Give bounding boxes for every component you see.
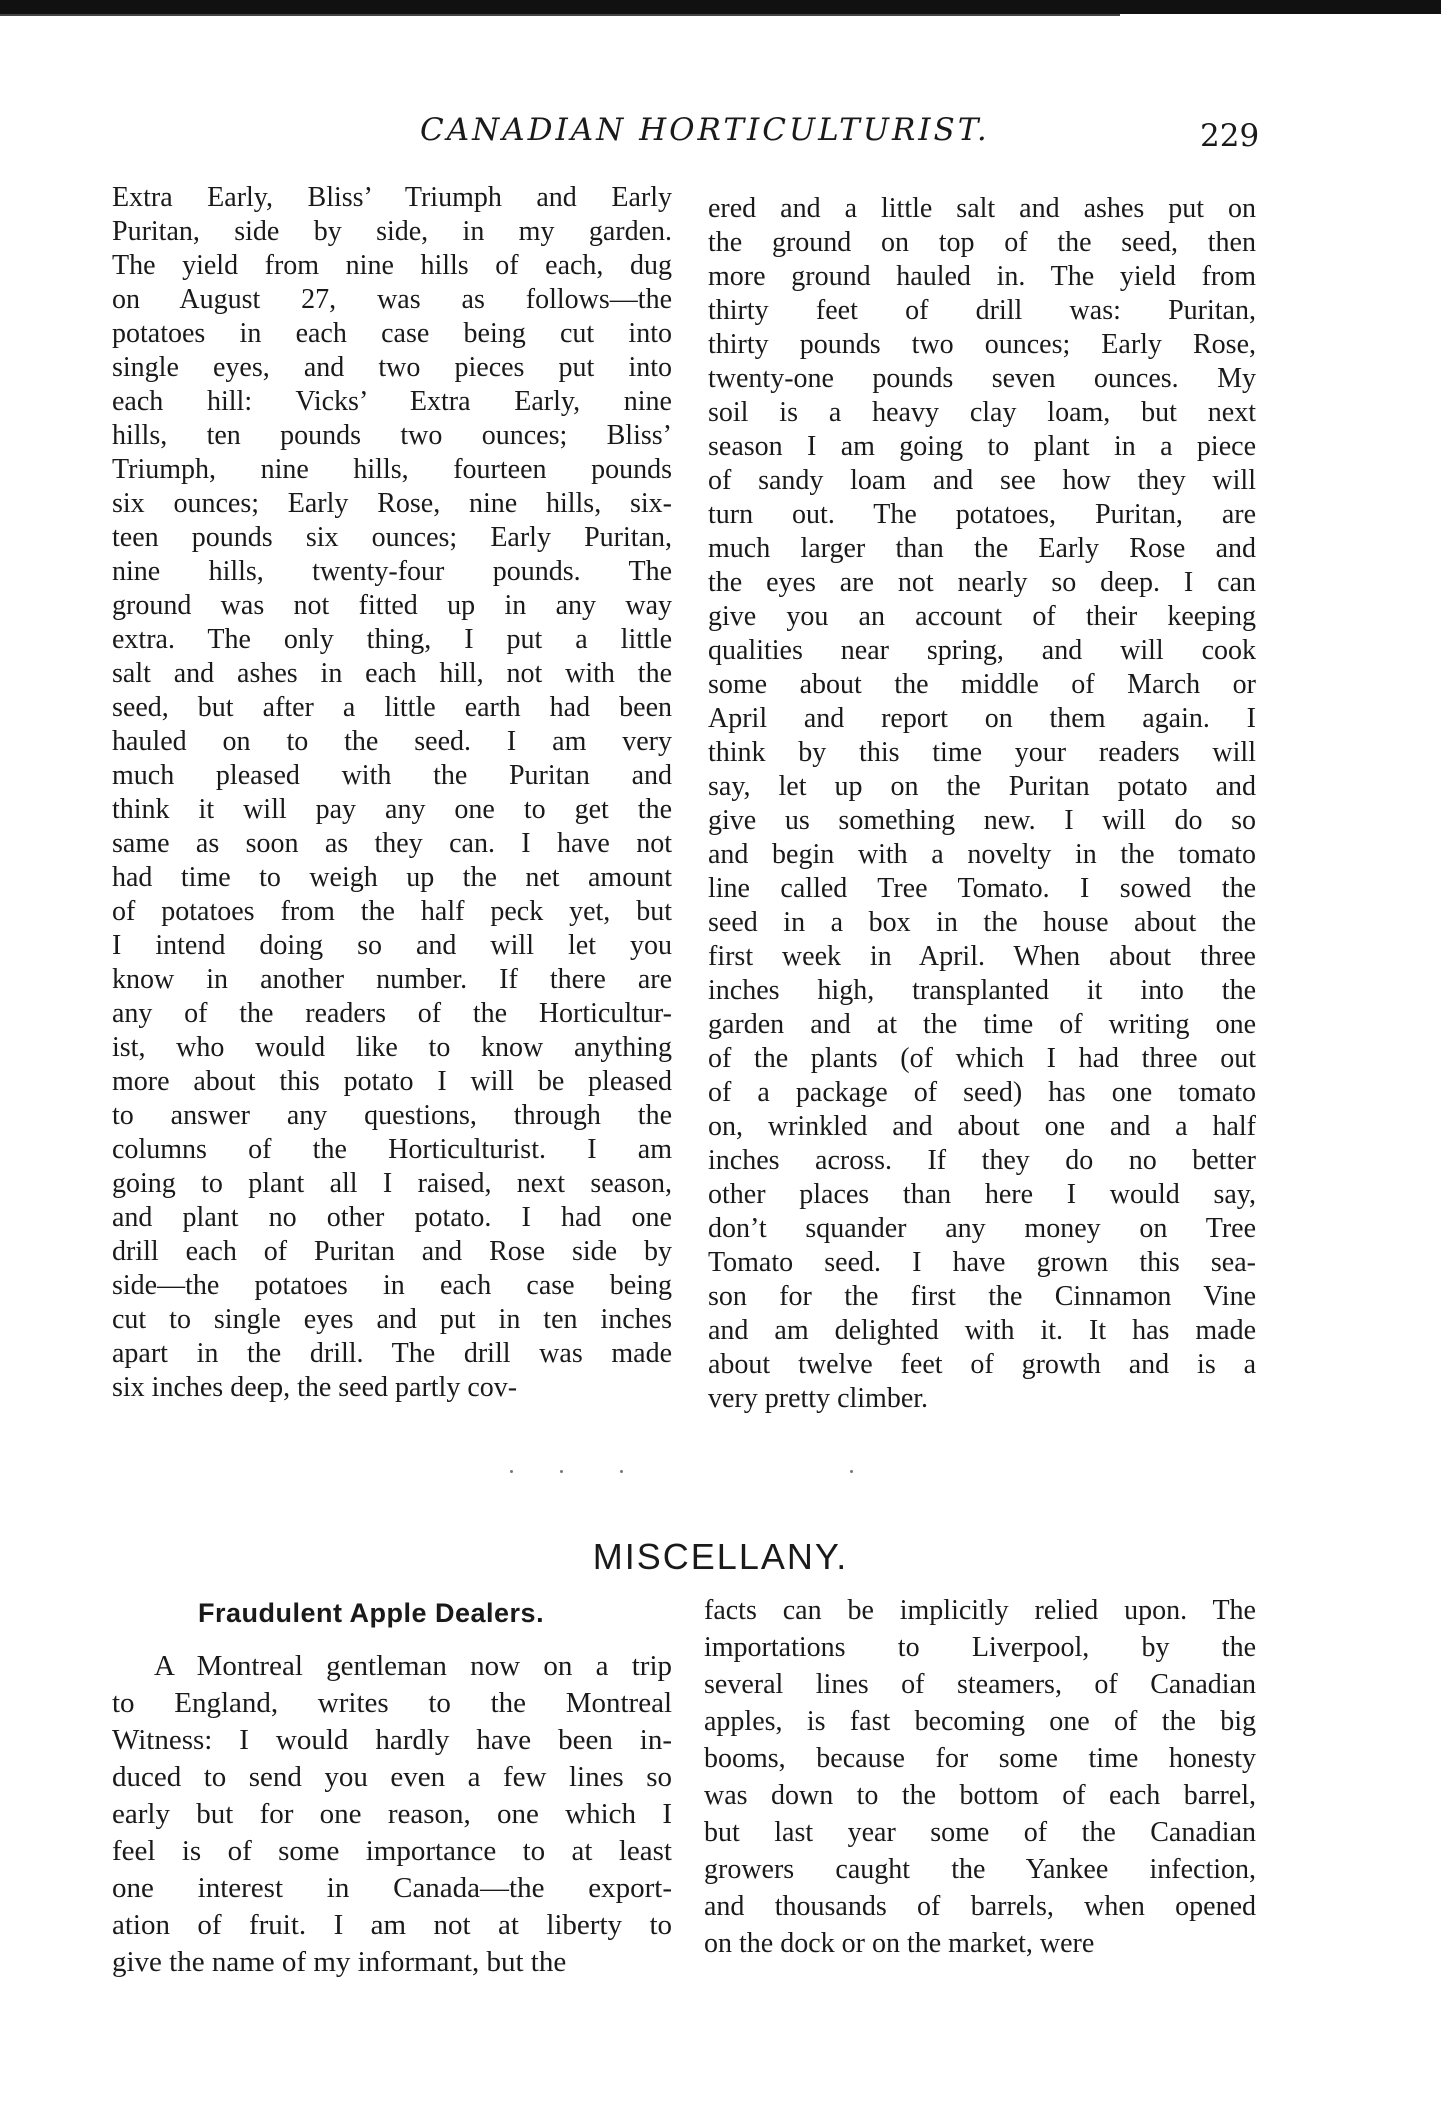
text-line: early but for one reason, one which I	[112, 1798, 672, 1830]
text-line: to answer any questions, through the	[112, 1100, 672, 1131]
text-line: first week in April. When about three	[708, 941, 1256, 972]
text-line: going to plant all I raised, next season,	[112, 1168, 672, 1199]
text-line: ground was not fitted up in any way	[112, 590, 672, 621]
text-line: more ground hauled in. The yield from	[708, 261, 1256, 292]
text-line: April and report on them again. I	[708, 703, 1256, 734]
right-column-bottom	[704, 1592, 1256, 1962]
article-title: Fraudulent Apple Dealers.	[198, 1598, 545, 1628]
text-line: inches high, transplanted it into the	[708, 975, 1256, 1006]
text-line: Extra Early, Bliss’ Triumph and Early	[112, 182, 672, 213]
text-line: several lines of steamers, of Canadian	[704, 1669, 1256, 1700]
text-line: thirty feet of drill was: Puritan,	[708, 295, 1256, 326]
text-line: booms, because for some time honesty	[704, 1743, 1256, 1774]
text-line: was down to the bottom of each barrel,	[704, 1780, 1256, 1811]
text-line: know in another number. If there are	[112, 964, 672, 995]
text-line: cut to single eyes and put in ten inches	[112, 1304, 672, 1335]
text-line: potatoes in each case being cut into	[112, 318, 672, 349]
text-line: give the name of my informant, but the	[112, 1946, 567, 1978]
text-line: importations to Liverpool, by the	[704, 1632, 1256, 1663]
left-column-bottom	[112, 1648, 672, 1981]
text-line: Witness: I would hardly have been in-	[112, 1724, 672, 1756]
text-line: son for the first the Cinnamon Vine	[708, 1281, 1256, 1312]
text-line: growers caught the Yankee infection,	[704, 1854, 1256, 1885]
text-line: the ground on top of the seed, then	[708, 227, 1256, 258]
text-line: side—the potatoes in each case being	[112, 1270, 672, 1301]
text-line: hauled on to the seed. I am very	[112, 726, 672, 757]
text-line: much larger than the Early Rose and	[708, 533, 1256, 564]
text-line: ation of fruit. I am not at liberty to	[112, 1909, 672, 1941]
text-line: each hill: Vicks’ Extra Early, nine	[112, 386, 672, 417]
text-line: some about the middle of March or	[708, 669, 1256, 700]
text-line: more about this potato I will be pleased	[112, 1066, 672, 1097]
text-line: The yield from nine hills of each, dug	[112, 250, 672, 281]
text-line: but last year some of the Canadian	[704, 1817, 1256, 1848]
text-line: nine hills, twenty-four pounds. The	[112, 556, 672, 587]
text-line: drill each of Puritan and Rose side by	[112, 1236, 672, 1267]
text-line: the eyes are not nearly so deep. I can	[708, 567, 1256, 598]
text-line: think it will pay any one to get the	[112, 794, 672, 825]
text-line: apart in the drill. The drill was made	[112, 1338, 672, 1369]
text-line: I intend doing so and will let you	[112, 930, 672, 961]
text-line: six inches deep, the seed partly cov-	[112, 1372, 518, 1403]
text-line: turn out. The potatoes, Puritan, are	[708, 499, 1256, 530]
text-line: on August 27, was as follows—the	[112, 284, 672, 315]
left-column-top	[112, 181, 672, 1405]
text-line: qualities near spring, and will cook	[708, 635, 1256, 666]
text-line: much pleased with the Puritan and	[112, 760, 672, 791]
text-line: Puritan, side by side, in my garden.	[112, 216, 672, 247]
text-line: seed, but after a little earth had been	[112, 692, 672, 723]
text-line: and thousands of barrels, when opened	[704, 1891, 1256, 1922]
text-line: Tomato seed. I have grown this sea-	[708, 1247, 1256, 1278]
text-line: season I am going to plant in a piece	[708, 431, 1256, 462]
text-line: and begin with a novelty in the tomato	[708, 839, 1256, 870]
text-line: apples, is fast becoming one of the big	[704, 1706, 1256, 1737]
text-line: feel is of some importance to at least	[112, 1835, 672, 1867]
text-line: thirty pounds two ounces; Early Rose,	[708, 329, 1256, 360]
text-line: about twelve feet of growth and is a	[708, 1349, 1256, 1380]
text-line: soil is a heavy clay loam, but next	[708, 397, 1256, 428]
text-line: and am delighted with it. It has made	[708, 1315, 1256, 1346]
text-line: to England, writes to the Montreal	[112, 1687, 672, 1719]
text-line: extra. The only thing, I put a little	[112, 624, 672, 655]
text-line: line called Tree Tomato. I sowed the	[708, 873, 1256, 904]
text-line: inches across. If they do no better	[708, 1145, 1256, 1176]
text-line: and plant no other potato. I had one	[112, 1202, 672, 1233]
section-divider-dots	[500, 1470, 880, 1478]
text-line: of a package of seed) has one tomato	[708, 1077, 1256, 1108]
top-border-rule	[0, 0, 1441, 14]
text-line: on, wrinkled and about one and a half	[708, 1111, 1256, 1142]
text-line: don’t squander any money on Tree	[708, 1213, 1256, 1244]
text-line: hills, ten pounds two ounces; Bliss’	[112, 420, 672, 451]
text-line: on the dock or on the market, were	[704, 1928, 1095, 1959]
page-number: 229	[1200, 118, 1260, 154]
text-line: say, let up on the Puritan potato and	[708, 771, 1256, 802]
text-line: ered and a little salt and ashes put on	[708, 193, 1256, 224]
text-line: seed in a box in the house about the	[708, 907, 1256, 938]
text-line: facts can be implicitly relied upon. The	[704, 1595, 1256, 1626]
text-line: give us something new. I will do so	[708, 805, 1256, 836]
text-line: other places than here I would say,	[708, 1179, 1256, 1210]
text-line: give you an account of their keeping	[708, 601, 1256, 632]
text-line: of potatoes from the half peck yet, but	[112, 896, 672, 927]
text-line: one interest in Canada—the export-	[112, 1872, 672, 1904]
text-line: single eyes, and two pieces put into	[112, 352, 672, 383]
text-line: duced to send you even a few lines so	[112, 1761, 672, 1793]
text-line: any of the readers of the Horticultur-	[112, 998, 672, 1029]
running-head: CANADIAN HORTICULTURIST.	[420, 112, 990, 148]
text-line: had time to weigh up the net amount	[112, 862, 672, 893]
text-line: very pretty climber.	[708, 1383, 929, 1414]
text-line: Triumph, nine hills, fourteen pounds	[112, 454, 672, 485]
text-line: A Montreal gentleman now on a trip	[154, 1650, 672, 1682]
text-line: ist, who would like to know anything	[112, 1032, 672, 1063]
right-column-top	[708, 192, 1256, 1416]
text-line: of sandy loam and see how they will	[708, 465, 1256, 496]
text-line: garden and at the time of writing one	[708, 1009, 1256, 1040]
text-line: think by this time your readers will	[708, 737, 1256, 768]
text-line: same as soon as they can. I have not	[112, 828, 672, 859]
text-line: teen pounds six ounces; Early Puritan,	[112, 522, 672, 553]
text-line: salt and ashes in each hill, not with the	[112, 658, 672, 689]
text-line: of the plants (of which I had three out	[708, 1043, 1256, 1074]
text-line: twenty-one pounds seven ounces. My	[708, 363, 1256, 394]
top-border-rule-thin	[0, 14, 1120, 16]
section-heading: MISCELLANY.	[592, 1536, 849, 1577]
text-line: columns of the Horticulturist. I am	[112, 1134, 672, 1165]
text-line: six ounces; Early Rose, nine hills, six-	[112, 488, 672, 519]
